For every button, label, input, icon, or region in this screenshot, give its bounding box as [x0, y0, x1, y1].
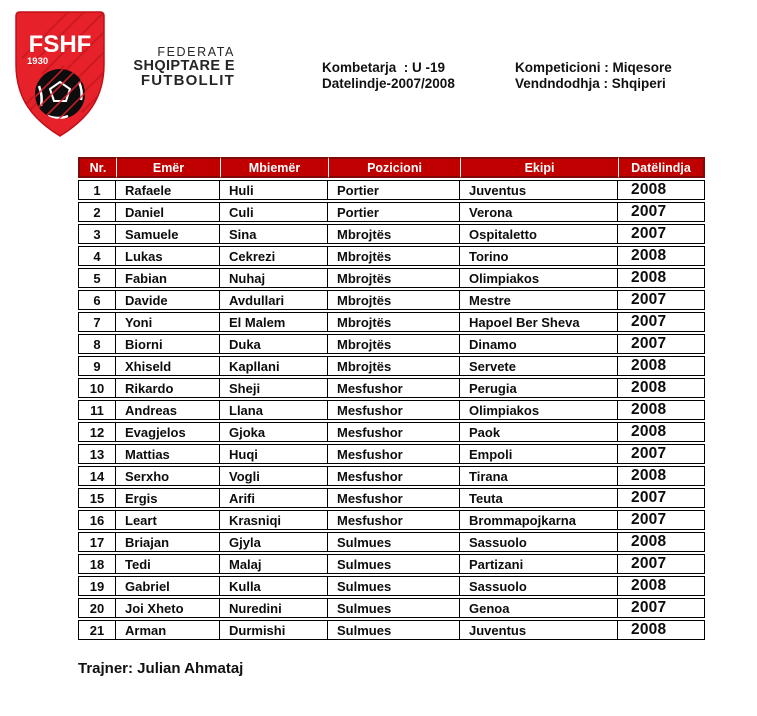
cell-ekipi: Paok — [460, 422, 618, 442]
cell-nr: 21 — [78, 620, 116, 640]
cell-mbiemer: Sina — [220, 224, 328, 244]
table-row — [78, 180, 705, 200]
table-row — [78, 422, 705, 442]
cell-ekipi: Mestre — [460, 290, 618, 310]
table-row — [78, 312, 705, 332]
roster-table-container — [78, 155, 705, 642]
cell-nr: 4 — [78, 246, 116, 266]
federation-name-line2: SHQIPTARE E — [133, 58, 235, 74]
cell-pozicioni: Mbrojtës — [328, 268, 460, 288]
cell-mbiemer: Llana — [220, 400, 328, 420]
cell-mbiemer: Huli — [220, 180, 328, 200]
federation-name — [100, 45, 235, 88]
cell-datelindja: 2008 — [618, 620, 705, 640]
column-header-ekipi: Ekipi — [460, 157, 618, 178]
cell-nr: 16 — [78, 510, 116, 530]
cell-nr: 9 — [78, 356, 116, 376]
cell-datelindja: 2008 — [618, 532, 705, 552]
cell-emer: Serxho — [116, 466, 220, 486]
cell-ekipi: Ospitaletto — [460, 224, 618, 244]
table-row — [78, 224, 705, 244]
info-block-national-team — [322, 60, 455, 92]
column-header-datelindja: Datëlindja — [618, 157, 705, 178]
cell-mbiemer: Kapllani — [220, 356, 328, 376]
cell-emer: Arman — [116, 620, 220, 640]
cell-nr: 14 — [78, 466, 116, 486]
cell-pozicioni: Mesfushor — [328, 444, 460, 464]
cell-mbiemer: Cekrezi — [220, 246, 328, 266]
cell-datelindja: 2007 — [618, 312, 705, 332]
competition-line: Kompeticioni : Miqesore — [515, 60, 672, 75]
cell-ekipi: Verona — [460, 202, 618, 222]
cell-mbiemer: Krasniqi — [220, 510, 328, 530]
cell-mbiemer: Sheji — [220, 378, 328, 398]
cell-mbiemer: Culi — [220, 202, 328, 222]
cell-emer: Andreas — [116, 400, 220, 420]
cell-pozicioni: Portier — [328, 180, 460, 200]
cell-mbiemer: Nuhaj — [220, 268, 328, 288]
cell-mbiemer: Durmishi — [220, 620, 328, 640]
cell-ekipi: Perugia — [460, 378, 618, 398]
cell-mbiemer: Malaj — [220, 554, 328, 574]
cell-pozicioni: Mesfushor — [328, 378, 460, 398]
cell-nr: 18 — [78, 554, 116, 574]
table-row — [78, 488, 705, 508]
cell-datelindja: 2008 — [618, 422, 705, 442]
cell-ekipi: Empoli — [460, 444, 618, 464]
birthdate-range-line: Datelindje-2007/2008 — [322, 76, 455, 91]
table-row — [78, 268, 705, 288]
cell-nr: 12 — [78, 422, 116, 442]
cell-datelindja: 2007 — [618, 290, 705, 310]
cell-mbiemer: Kulla — [220, 576, 328, 596]
logo-year: 1930 — [27, 56, 49, 67]
column-header-nr: Nr. — [78, 157, 116, 178]
cell-mbiemer: Vogli — [220, 466, 328, 486]
cell-datelindja: 2008 — [618, 356, 705, 376]
cell-pozicioni: Sulmues — [328, 576, 460, 596]
table-row — [78, 356, 705, 376]
table-row — [78, 444, 705, 464]
cell-emer: Joi Xheto — [116, 598, 220, 618]
cell-emer: Gabriel — [116, 576, 220, 596]
table-row — [78, 466, 705, 486]
federation-name-line1: FEDERATA — [157, 45, 235, 59]
cell-nr: 1 — [78, 180, 116, 200]
cell-mbiemer: Duka — [220, 334, 328, 354]
coach-line: Trajner: Julian Ahmataj — [78, 660, 244, 677]
cell-nr: 19 — [78, 576, 116, 596]
table-row — [78, 400, 705, 420]
cell-emer: Biorni — [116, 334, 220, 354]
cell-datelindja: 2007 — [618, 334, 705, 354]
cell-emer: Lukas — [116, 246, 220, 266]
cell-emer: Leart — [116, 510, 220, 530]
cell-ekipi: Torino — [460, 246, 618, 266]
cell-mbiemer: Gjyla — [220, 532, 328, 552]
cell-nr: 6 — [78, 290, 116, 310]
cell-nr: 2 — [78, 202, 116, 222]
cell-emer: Samuele — [116, 224, 220, 244]
column-header-mbiemer: Mbiemër — [220, 157, 328, 178]
cell-datelindja: 2008 — [618, 576, 705, 596]
cell-ekipi: Olimpiakos — [460, 268, 618, 288]
cell-emer: Rafaele — [116, 180, 220, 200]
cell-datelindja: 2007 — [618, 554, 705, 574]
cell-nr: 20 — [78, 598, 116, 618]
cell-pozicioni: Mbrojtës — [328, 312, 460, 332]
cell-ekipi: Sassuolo — [460, 532, 618, 552]
logo-acronym: FSHF — [28, 31, 92, 58]
cell-datelindja: 2007 — [618, 444, 705, 464]
info-block-competition — [515, 60, 672, 92]
cell-datelindja: 2008 — [618, 400, 705, 420]
cell-ekipi: Juventus — [460, 180, 618, 200]
cell-ekipi: Olimpiakos — [460, 400, 618, 420]
cell-ekipi: Sassuolo — [460, 576, 618, 596]
table-row — [78, 334, 705, 354]
cell-emer: Daniel — [116, 202, 220, 222]
fshf-crest-logo — [12, 8, 108, 140]
cell-nr: 5 — [78, 268, 116, 288]
cell-ekipi: Hapoel Ber Sheva — [460, 312, 618, 332]
national-team-line: Kombetarja : U -19 — [322, 60, 446, 75]
cell-pozicioni: Mbrojtës — [328, 356, 460, 376]
cell-ekipi: Tirana — [460, 466, 618, 486]
cell-pozicioni: Mesfushor — [328, 488, 460, 508]
cell-emer: Davide — [116, 290, 220, 310]
cell-pozicioni: Portier — [328, 202, 460, 222]
cell-ekipi: Juventus — [460, 620, 618, 640]
table-header-row — [78, 157, 705, 178]
cell-pozicioni: Mesfushor — [328, 422, 460, 442]
cell-emer: Tedi — [116, 554, 220, 574]
cell-emer: Evagjelos — [116, 422, 220, 442]
cell-emer: Fabian — [116, 268, 220, 288]
cell-mbiemer: Huqi — [220, 444, 328, 464]
table-row — [78, 246, 705, 266]
cell-pozicioni: Sulmues — [328, 532, 460, 552]
table-row — [78, 576, 705, 596]
cell-pozicioni: Sulmues — [328, 620, 460, 640]
location-line: Vendndodhja : Shqiperi — [515, 76, 666, 91]
cell-pozicioni: Mesfushor — [328, 466, 460, 486]
cell-ekipi: Genoa — [460, 598, 618, 618]
fshf-crest-football-shield-icon — [12, 8, 108, 140]
cell-pozicioni: Mesfushor — [328, 400, 460, 420]
table-row — [78, 510, 705, 530]
cell-nr: 8 — [78, 334, 116, 354]
roster-table — [78, 155, 705, 642]
cell-mbiemer: Arifi — [220, 488, 328, 508]
cell-datelindja: 2008 — [618, 268, 705, 288]
table-row — [78, 290, 705, 310]
cell-mbiemer: El Malem — [220, 312, 328, 332]
cell-mbiemer: Gjoka — [220, 422, 328, 442]
cell-ekipi: Partizani — [460, 554, 618, 574]
cell-datelindja: 2007 — [618, 598, 705, 618]
cell-nr: 13 — [78, 444, 116, 464]
cell-pozicioni: Mbrojtës — [328, 224, 460, 244]
cell-nr: 3 — [78, 224, 116, 244]
table-row — [78, 532, 705, 552]
table-row — [78, 598, 705, 618]
cell-pozicioni: Sulmues — [328, 554, 460, 574]
cell-nr: 11 — [78, 400, 116, 420]
cell-datelindja: 2008 — [618, 466, 705, 486]
cell-nr: 15 — [78, 488, 116, 508]
cell-emer: Yoni — [116, 312, 220, 332]
cell-datelindja: 2007 — [618, 202, 705, 222]
cell-pozicioni: Mbrojtës — [328, 334, 460, 354]
cell-nr: 7 — [78, 312, 116, 332]
table-body — [78, 180, 705, 640]
cell-emer: Ergis — [116, 488, 220, 508]
table-row — [78, 378, 705, 398]
table-row — [78, 202, 705, 222]
cell-datelindja: 2007 — [618, 224, 705, 244]
cell-datelindja: 2007 — [618, 510, 705, 530]
cell-emer: Rikardo — [116, 378, 220, 398]
cell-ekipi: Dinamo — [460, 334, 618, 354]
cell-ekipi: Brommapojkarna — [460, 510, 618, 530]
cell-datelindja: 2007 — [618, 488, 705, 508]
federation-name-line3: FUTBOLLIT — [140, 72, 235, 89]
cell-ekipi: Teuta — [460, 488, 618, 508]
table-row — [78, 620, 705, 640]
cell-pozicioni: Mesfushor — [328, 510, 460, 530]
cell-nr: 10 — [78, 378, 116, 398]
cell-pozicioni: Mbrojtës — [328, 290, 460, 310]
cell-pozicioni: Mbrojtës — [328, 246, 460, 266]
column-header-emer: Emër — [116, 157, 220, 178]
cell-nr: 17 — [78, 532, 116, 552]
cell-emer: Briajan — [116, 532, 220, 552]
column-header-pozicioni: Pozicioni — [328, 157, 460, 178]
cell-datelindja: 2008 — [618, 180, 705, 200]
cell-datelindja: 2008 — [618, 378, 705, 398]
cell-emer: Mattias — [116, 444, 220, 464]
cell-pozicioni: Sulmues — [328, 598, 460, 618]
cell-emer: Xhiseld — [116, 356, 220, 376]
cell-mbiemer: Avdullari — [220, 290, 328, 310]
cell-ekipi: Servete — [460, 356, 618, 376]
table-row — [78, 554, 705, 574]
cell-mbiemer: Nuredini — [220, 598, 328, 618]
cell-datelindja: 2008 — [618, 246, 705, 266]
